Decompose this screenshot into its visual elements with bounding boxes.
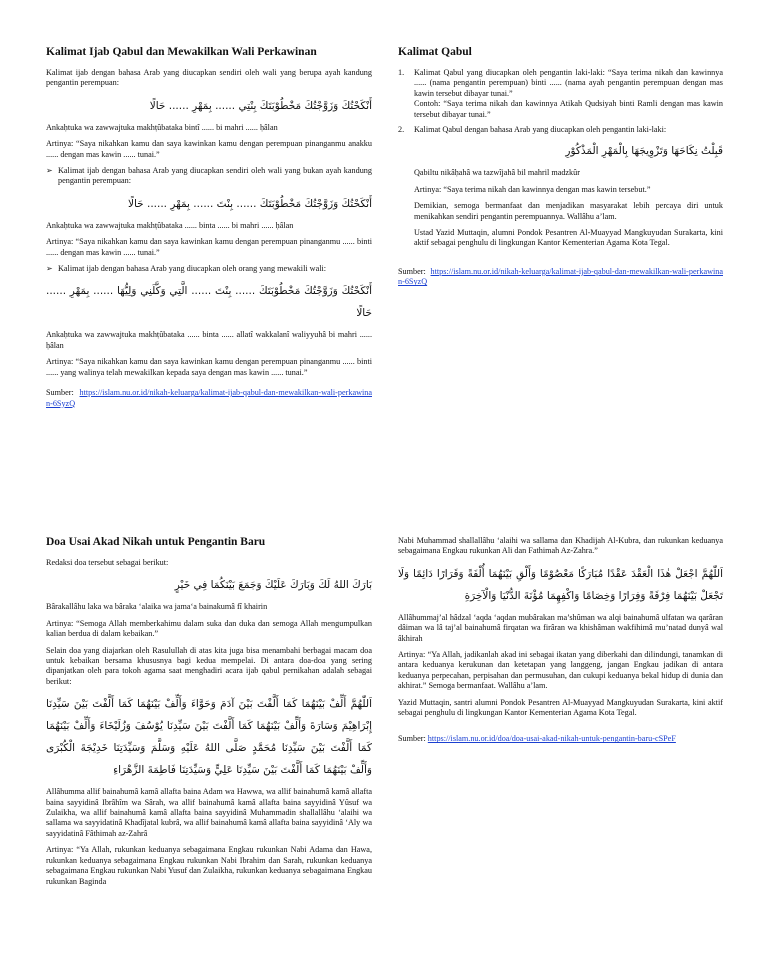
source-link[interactable]: https://islam.nu.or.id/nikah-keluarga/kalimat-ijab-qabul-dan-mewakilkan-wali-perkawinan-6SyzQ (398, 266, 723, 287)
section-kalimat-qabul (398, 46, 723, 294)
bullet-item (46, 166, 372, 187)
translation: Artinya: “Saya nikahkan kamu dan saya kawinkan kamu dengan perempuan pinanganmu anakku ...... dengan mas kawin ...... tunai.” (46, 139, 372, 159)
translation: Artinya: “Ya Allah, rukunkan keduanya sebagaimana Engkau rukunkan Nabi Adama dan Hawa, rukunkan keduanya sebagaimana Engkau rukunkan Nabi Ibrahim dan Sarah, rukunkan keduanya sebagaimana Engkau rukunkan Nabi Yusuf dan Zulaikha, rukunkan keduanya sebagaimana Engkau rukunkan Baginda (46, 845, 372, 886)
source-line (398, 267, 723, 288)
paragraph: Nabi Muhammad shallallâhu ‘alaihi wa sallama dan Khadijah Al-Kubra, dan rukunkan keduanya sebagaimana Engkau rukunkan Ali dan Fathimah Az-Zahra.” (398, 536, 723, 556)
list-text: Kalimat Qabul dengan bahasa Arab yang diucapkan oleh pengantin laki-laki: (414, 125, 667, 135)
example-text: Contoh: “Saya terima nikah dan kawinnya Atikah Qudsiyah binti Ramli dengan mas kawin tersebut dibayar tunai.” (414, 99, 723, 119)
bullet-item (46, 264, 372, 274)
translation: Artinya: “Ya Allah, jadikanlah akad ini sebagai ikatan yang diberkahi dan dilindungi, tanamkan di antara keduanya kerukunan dan ketetapan yang langgeng, jangan Engkau jadikan di antara keduanya perpecahan, perpisahan dan permusuhan, dan cukupi keduanya bekal hidup di dunia dan akhirat.” Semoga bermanfaat. Wallâhu a’lam. (398, 650, 723, 691)
paragraph: Selain doa yang diajarkan oleh Rasulullah di atas kita juga bisa menambahi berbagai macam doa untuk kebaikan bersama khususnya bagi kedua mempelai. Di antara doa-doa yang sering dipanjatkan oleh para tokoh agama saat menghadiri acara ijab qabul pernikahan adalah sebagai berikut: (46, 645, 372, 686)
transliteration: Bârakallâhu laka wa bâraka ‘alaika wa jama‘a bainakumâ fî khairin (46, 602, 268, 612)
arabic-text: قَبِلْتُ نِكَاحَهَا وَتَزْوِيجَهَا بِالْمَهْرِ الْمَذْكُوْرِ (565, 145, 723, 158)
bullet-text: Kalimat ijab dengan bahasa Arab yang diucapkan sendiri oleh wali yang bukan ayah kandung pengantin perempuan: (58, 166, 372, 186)
source-label: Sumber: (398, 266, 426, 276)
section-title: Doa Usai Akad Nikah untuk Pengantin Baru (46, 536, 266, 548)
arabic-text: اَللّٰهُمَّ اجْعَلْ هٰذَا الْعَقْدَ عَقْدًا مُبَارَكًا مَعْصُوْمًا وَأَلْقِ بَيْنَهُمَا أُلْفَةً وَقَرَارًا دَائِمًا وَلَا تَجْعَلْ بَيْنَهُمَا فِرْقَةً وَفِرَارًا وَخِصَامًا وَاكْفِهِمَا مُؤْنَةَ الدُّنْيَا وَالْآخِرَةِ (398, 567, 723, 602)
transliteration: Ankaḥtuka wa zawwajtuka makhṭûbataka ...... binta ...... bi mahri ...... ḥâlan (46, 220, 294, 230)
translation: Artinya: “Semoga Allah memberkahimu dalam suka dan duka dan semoga Allah mengumpulkan kalian berdua di dalam kebaikan.” (46, 618, 372, 639)
section-title: Kalimat Qabul (398, 46, 472, 58)
list-number: 1. (398, 68, 405, 77)
numbered-list (398, 68, 723, 135)
source-label: Sumber: (398, 734, 426, 744)
author-note: Ustad Yazid Muttaqin, alumni Pondok Pesantren Al-Muayyad Mangkuyudan Surakarta, kini aktif sebagai penghulu di lingkungan Kantor Kementerian Agama Kota Tegal. (414, 228, 723, 248)
bullet-arrow-icon: ➢ (46, 166, 53, 176)
author-note: Yazid Muttaqin, santri alumni Pondok Pesantren Al-Muayyad Mangkuyudan Surakarta, kini aktif sebagai penghulu di lingkungan Kantor Kementerian Agama Kota Tegal. (398, 697, 723, 718)
section-title: Kalimat Ijab Qabul dan Mewakilkan Wali Perkawinan (46, 46, 317, 58)
source-link[interactable]: https://islam.nu.or.id/nikah-keluarga/kalimat-ijab-qabul-dan-mewakilkan-wali-perkawinan-6SyzQ (46, 388, 372, 408)
paragraph: Redaksi doa tersebut sebagai berikut: (46, 558, 169, 567)
list-item (398, 125, 723, 135)
translation: Artinya: “Saya nikahkan kamu dan saya kawinkan kamu dengan perempuan pinanganmu ...... binti ...... yang walinya telah mewakilkan kepada saya dengan mas kawin ...... tunai.” (46, 357, 372, 377)
arabic-text: أَنْكَحْتُكَ وَزَوَّجْتُكَ مَخْطُوْبَتَكَ ...... بِنْتَ ...... بِمَهْرِ ...... حَالًا (127, 197, 372, 210)
closing-paragraph: Demikian, semoga bermanfaat dan menjadikan masyarakat lebih percaya diri untuk menikahkan sendiri pengantin perempuannya. Wallâhu a’lam. (414, 201, 723, 221)
bullet-text: Kalimat ijab dengan bahasa Arab yang diucapkan oleh orang yang mewakili wali: (58, 264, 327, 274)
transliteration: Allâhumma allif bainahumâ kamâ allafta baina Adam wa Hawwa, wa allif bainahumâ kamâ allafta baina sayyidinâ Ibrâhîm wa Sârah, wa allif bainahumâ kamâ allafta baina sayyidinâ Yûsuf wa Zulaikha, wa allif bainahumâ kamâ allafta baina sayyidinâ Muhammadin shallallâhu ‘alaihi wa sallama wa sayyidatinâ Khadîjatal kubrâ, wa allif bainahumâ kamâ allafta baina sayyidinâ ‘Aly wa sayyidatinâ Fâthimah az-Zahrâ (46, 787, 372, 838)
source-line (398, 734, 723, 744)
list-item (398, 68, 723, 120)
translation: Artinya: “Saya nikahkan kamu dan saya kawinkan kamu dengan perempuan pinanganmu ...... binti ...... dengan mas kawin ...... tunai.” (46, 237, 372, 257)
section-ijab-qabul (46, 46, 372, 415)
bullet-arrow-icon: ➢ (46, 264, 53, 274)
arabic-text: أَنْكَحْتُكَ وَزَوَّجْتُكَ مَخْطُوْبَتَكَ ...... بِنْتَ ...... الَّتِي وَكَّلَنِي وَلِيُّهَا ...... بِمَهْرِ ...... حَالًا (46, 285, 372, 320)
source-label: Sumber: (46, 388, 74, 398)
transliteration: Allâhummaj’al hâdzal ‘aqda ‘aqdan mubârakan ma’shûman wa alqi bainahumâ ulfatan wa qarâran dâiman wa lâ taj’al bainahumâ firqatan wa firâran wa khishâman wakfihimâ mu’natad dunyâ wal âkhirah (398, 612, 723, 643)
source-line (46, 388, 372, 409)
source-link[interactable]: https://islam.nu.or.id/doa/doa-usai-akad-nikah-untuk-pengantin-baru-cSPeF (427, 734, 676, 744)
transliteration: Ankaḥtuka wa zawwajtuka makhṭûbataka ...... binta ...... allatî wakkalanî waliyyuhâ bi mahri ...... ḥâlan (46, 330, 372, 350)
transliteration: Ankaḥtuka wa zawwajtuka makhṭûbataka bintî ...... bi mahri ...... ḥâlan (46, 122, 278, 132)
list-text: Kalimat Qabul yang diucapkan oleh pengantin laki-laki: “Saya terima nikah dan kawinnya ...... (nama pengantin perempuan) binti ...... (nama ayah pengantin perempuan dengan mas kawin tersebut dibayar tunai.” (414, 68, 723, 98)
transliteration: Qabiltu nikâḥahâ wa tazwîjahâ bil mahril madzkûr (414, 168, 580, 178)
arabic-text: أَنْكَحْتُكَ وَزَوَّجْتُكَ مَخْطُوْبَتَكَ بِنْتِي ...... بِمَهْرِ ...... حَالًا (149, 99, 372, 112)
arabic-text: بَارَكَ اللهُ لَكَ وَبَارَكَ عَلَيْكَ وَجَمَعَ بَيْنَكُمَا فِي خَيْرٍ (174, 579, 372, 592)
paragraph: Kalimat ijab dengan bahasa Arab yang diucapkan sendiri oleh wali yang berupa ayah kandung pengantin perempuan: (46, 68, 372, 88)
translation: Artinya: “Saya terima nikah dan kawinnya dengan mas kawin tersebut.” (414, 184, 651, 194)
section-doa-akad (46, 536, 372, 893)
list-number: 2. (398, 125, 405, 135)
section-doa-continued (398, 536, 723, 751)
arabic-text: اَللّٰهُمَّ أَلِّفْ بَيْنَهُمَا كَمَا أَلَّفْتَ بَيْنَ آدَمَ وَحَوَّاءَ وَأَلِّفْ بَيْنَهُمَا كَمَا أَلَّفْتَ بَيْنَ سَيِّدِنَا إِبْرَاهِيْمَ وَسَارَةَ وَأَلِّفْ بَيْنَهُمَا كَمَا أَلَّفْتَ بَيْنَ سَيِّدِنَا يُوْسُفَ وَزُلَيْخَاءَ وَأَلِّفْ بَيْنَهُمَا كَمَا أَلَّفْتَ بَيْنَ سَيِّدِنَا مُحَمَّدٍ صَلَّى اللهُ عَلَيْهِ وَسَلَّمَ وَسَيِّدَتِنَا خَدِيْجَةَ الْكُبْرَى وَأَلِّفْ بَيْنَهُمَا كَمَا أَلَّفْتَ بَيْنَ سَيِّدِنَا عَلِيٍّ وَسَيِّدَتِنَا فَاطِمَةَ الزَّهْرَاءِ (46, 698, 372, 777)
